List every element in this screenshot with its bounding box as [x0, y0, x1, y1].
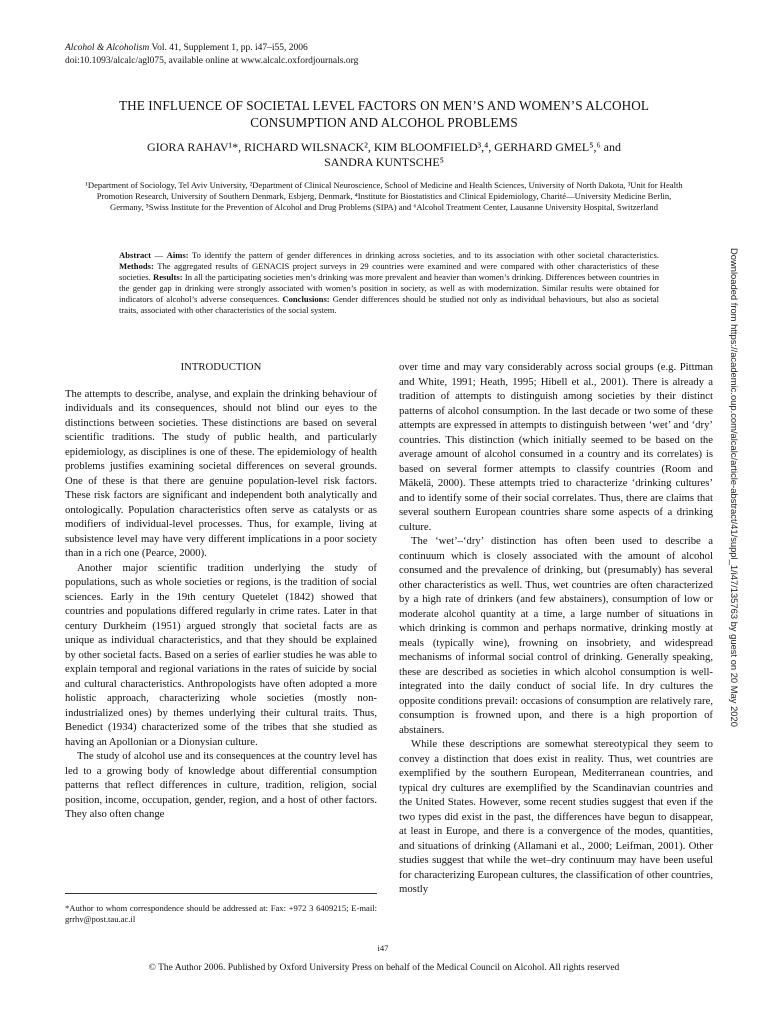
conclusions-label: Conclusions:: [282, 294, 330, 304]
footnote-divider: [65, 893, 377, 894]
methods-text: The aggregated results of GENACIS project surveys in 29 countries were examined and were compared with other characteristics of these societies.: [119, 261, 659, 282]
journal-citation: [65, 42, 585, 68]
aims-text: To identify the pattern of gender differences in drinking across societies, and to its association with other societal characteristics.: [188, 250, 659, 260]
journal-volume-line: [65, 42, 585, 55]
journal-name: Alcohol & Alcoholism: [65, 43, 150, 53]
body-column-left: [65, 360, 377, 822]
conclusions-text: Gender differences should be studied not only as individual behaviours, but also as societal traits, associated with other characteristics of the social system.: [119, 294, 660, 315]
abstract: [119, 250, 659, 316]
authors-line-1: GIORA RAHAV¹*, RICHARD WILSNACK², KIM BLOOMFIELD³,⁴, GERHARD GMEL⁵,⁶ and: [147, 140, 621, 154]
authors-line-2: SANDRA KUNTSCHE⁵: [324, 155, 444, 169]
correspondence-footnote: *Author to whom correspondence should be addressed at: Fax: +972 3 6409215; E-mail: grrhv@post.tau.ac.il: [65, 903, 377, 924]
body-column-right: [399, 360, 713, 897]
paragraph: Another major scientific tradition underlying the study of populations, such as whole societies or regions, is the tradition of social sciences. Early in the 19th century Quetelet (1842) showed that countries and populations differed regularly in crime rates. Later in that century Durkheim (1951) argued strongly that societal facts are as unique as individual characteristics, and that they should be explained by other societal facts. Based on a series of earlier studies he was able to explain temporal and regional variations in the rates of suicide by social and cultural characteristics. Anthropologists have often adopted a more holistic approach, characterizing whole societies (mostly non-industrialized ones) by themes underlying their cultural traits. Thus, Benedict (1934) characterized some of the tribes that she studied as having an Apollonian or a Dionysian culture.: [65, 561, 377, 748]
doi-line[interactable]: doi:10.1093/alcalc/agl075, available online at www.alcalc.oxfordjournals.org: [65, 56, 359, 66]
aims-label: Aims:: [166, 250, 189, 260]
results-label: Results:: [153, 272, 183, 282]
abstract-dash: —: [150, 250, 167, 260]
article-title: [60, 97, 708, 131]
methods-label: Methods:: [119, 261, 154, 271]
copyright-notice: © The Author 2006. Published by Oxford University Press on behalf of the Medical Council on Alcohol. All rights reserved: [148, 963, 620, 973]
paragraph: over time and may vary considerably across social groups (e.g. Pittman and White, 1991; Heath, 1995; Hibell et al., 2001). There is already a tradition of attempts to distinguish among societies by their distinct patterns of alcohol consumption. In the last decade or two some of these attempts are expressed in attempts to distinguish between ‘wet’ and ‘dry’ countries. This distinction (which initially seemed to be based on the average amount of alcohol consumed in a country and its correlates) is based on several former attempts to classify countries (Room and Mäkelä, 2000). These attempts tried to characterize ‘drinking cultures’ and to identify some of their social correlates. Thus, there are claims that several southern European countries share some aspects of a drinking culture.: [399, 361, 713, 533]
paragraph: The study of alcohol use and its consequences at the country level has led to a growing body of knowledge about differential consumption patterns that reflect differences in culture, tradition, religion, social position, income, occupation, gender, region, and a host of other factors. They also often change: [65, 750, 377, 820]
affiliations: ¹Department of Sociology, Tel Aviv University, ²Department of Clinical Neuroscience, School of Medicine and Health Sciences, University of North Dakota, ³Unit for Health Promotion Research, University of Southern Denmark, Esbjerg, Denmark, ⁴Institute for Biostatistics and Clinical Epidemiology, Charité—University Medicine Berlin, Germany, ⁵Swiss Institute for the Prevention of Alcohol and Drug Problems (SIPA) and ⁶Alcohol Treatment Center, Lausanne University Hospital, Switzerland: [85, 180, 683, 212]
paragraph: While these descriptions are somewhat stereotypical they seem to convey a distinction that does exist in reality. Thus, wet countries are exemplified by the southern European, Mediterranean countries, and typical dry cultures are exemplified by the Scandinavian countries and the United States. However, some recent studies suggest that even if the two types did exist in the past, the differences have begun to disappear, at least in Europe, and there is a convergence of the modes, quantities, and situations of drinking (Allamani et al., 2000; Leifman, 2001). Other studies suggest that while the wet–dry continuum may have been useful for characterizing European cultures, the classification of other countries, mostly: [399, 738, 713, 895]
title-line-2: CONSUMPTION AND ALCOHOL PROBLEMS: [250, 115, 518, 130]
section-heading-introduction: INTRODUCTION: [180, 361, 262, 373]
results-text: In all the participating societies men’s drinking was more prevalent and heavier than women’s drinking. Differences between countries in the gender gap in drinking were strongly associated with women’s position in society, as well as with modernization. Similar results were obtained for indicators of alcohol’s adverse consequences.: [119, 272, 659, 304]
paragraph: The attempts to describe, analyse, and explain the drinking behaviour of individuals and its consequences, should not blind our eyes to the distinctions between societies. These distinctions are based on several scientific traditions. The study of public health, and particularly epidemiology, as disciplines is one of these. The epidemiology of health problems justifies examining societal differences on several grounds. One of these is that there are genuine population-level risk factors. These risk factors are significant and independent both analytically and ontologically. Population characteristics often serve as catalysts or as modifiers of individual-level processes. Thus, for example, living at subsistence level may have very different implications in a poor society than in a rich one (Pearce, 2000).: [65, 387, 377, 559]
download-banner-text: Downloaded from https://academic.oup.com/alcalc/article-abstract/41/suppl_1/i47/135763 by guest on 20 May 2020: [729, 248, 740, 727]
paragraph: The ‘wet’–‘dry’ distinction has often been used to describe a continuum which is closely associated with the amount of alcohol consumed and the prevalence of drinking, but (presumably) has several other characteristics as well. Thus, wet countries are often characterized by a high rate of drinkers (and few abstainers), consumption of low or moderate alcohol quantity at a time, a large number of situations in which drinking is common and perhaps normative, drinking mostly at meals (typically wine), frowning on insobriety, and widespread mechanisms of informal social control of drinking. Generally speaking, these are described as societies in which alcohol consumption is well-integrated into the daily conduct of social life. In dry cultures the opposite conditions prevail: occasions of consumption are relatively rare, consumption is frowned upon, and there is a high proportion of abstainers.: [399, 535, 713, 736]
abstract-label: Abstract: [119, 250, 151, 260]
page-number: i47: [377, 943, 389, 953]
title-line-1: THE INFLUENCE OF SOCIETAL LEVEL FACTORS ON MEN’S AND WOMEN’S ALCOHOL: [118, 98, 650, 113]
author-list: [60, 140, 708, 170]
download-banner: [729, 248, 766, 748]
volume-info: Vol. 41, Supplement 1, pp. i47–i55, 2006: [149, 43, 308, 53]
